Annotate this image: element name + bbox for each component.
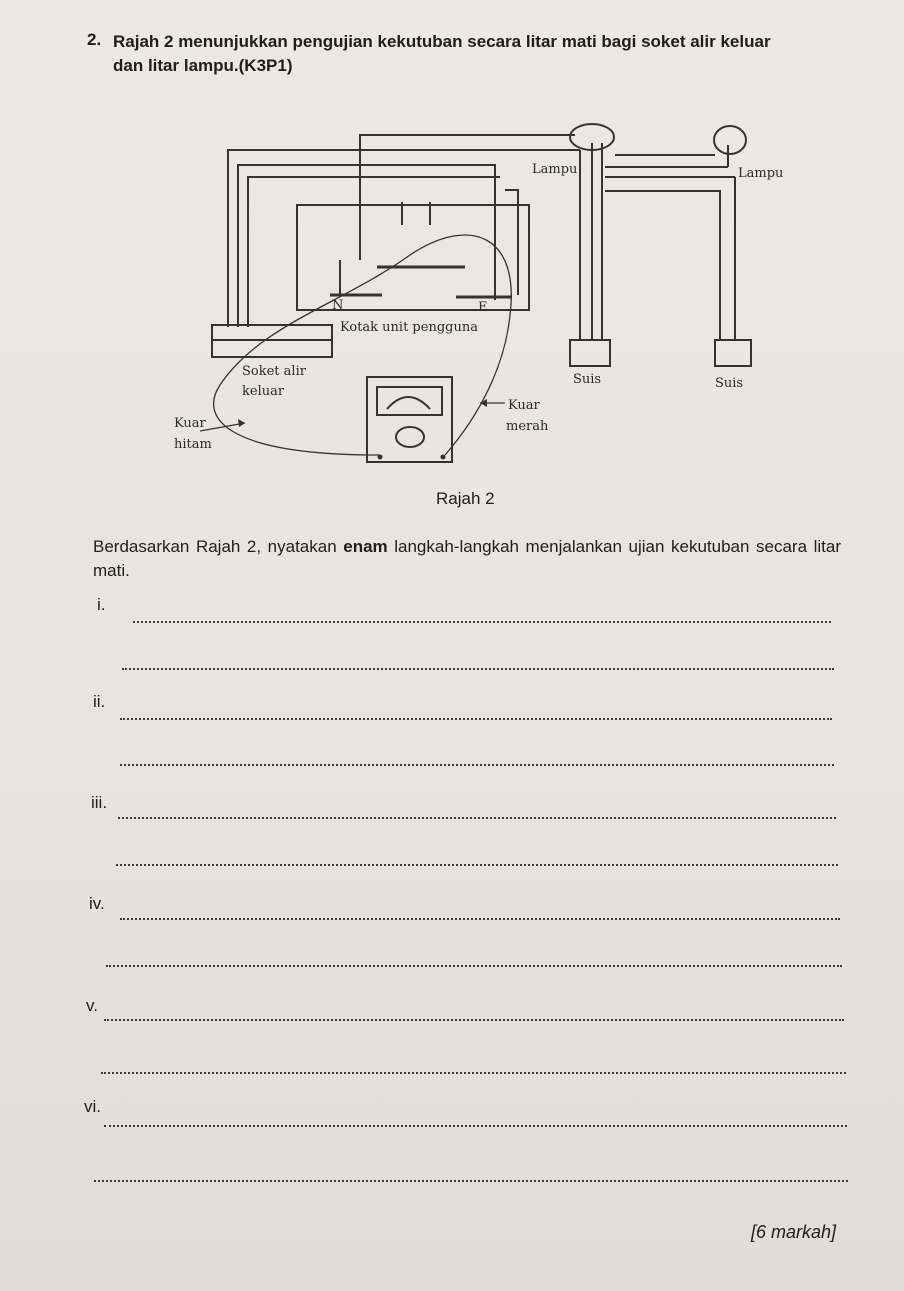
answer-item-2 — [0, 692, 904, 782]
answer-item-5 — [0, 996, 904, 1086]
meter-needle-arc — [387, 397, 430, 409]
arrow-head — [238, 419, 245, 427]
answer-number: v. — [86, 996, 98, 1015]
label-suis-right: Suis — [715, 376, 744, 391]
label-lampu-right: Lampu — [738, 166, 784, 181]
answer-item-4 — [0, 894, 904, 984]
switch-left — [570, 340, 610, 366]
label-kuar-hitam-2: hitam — [174, 437, 212, 452]
multimeter — [367, 377, 452, 462]
answer-item-6 — [0, 1097, 904, 1187]
label-soket-2: keluar — [242, 384, 285, 399]
switch-right — [715, 340, 751, 366]
wire — [238, 165, 495, 327]
label-kuar-merah-1: Kuar — [508, 398, 540, 413]
meter-dial — [396, 427, 424, 447]
question-text — [113, 30, 843, 78]
answer-line[interactable] — [120, 718, 832, 720]
answer-line[interactable] — [120, 764, 834, 766]
answer-line[interactable] — [104, 1125, 847, 1127]
circuit-diagram — [160, 115, 820, 475]
wire — [248, 177, 500, 327]
answer-number: iv. — [89, 894, 105, 913]
meter-display — [377, 387, 442, 415]
label-e: E — [478, 300, 488, 315]
instruction-part: Berdasarkan Rajah 2, nyatakan — [93, 537, 344, 556]
answer-line[interactable] — [118, 817, 836, 819]
instruction-text — [93, 535, 841, 583]
label-n: N — [332, 298, 344, 313]
answer-number: ii. — [93, 692, 106, 711]
answer-number: vi. — [84, 1097, 101, 1116]
answer-number: iii. — [91, 793, 108, 812]
lamp-right — [714, 126, 746, 154]
instruction-part: langkah-langkah menjalankan ujian kekutuban secara litar mati. — [93, 537, 841, 580]
answer-line[interactable] — [122, 668, 834, 670]
answer-item-1 — [0, 595, 904, 685]
answer-line[interactable] — [133, 621, 831, 623]
meter-terminal — [441, 455, 446, 460]
figure-caption: Rajah 2 — [436, 489, 495, 508]
answer-item-3 — [0, 793, 904, 883]
answer-number: i. — [97, 595, 106, 614]
question-number: 2. — [87, 30, 102, 49]
label-kuar-hitam-1: Kuar — [174, 416, 206, 431]
question-line-2: dan litar lampu.(K3P1) — [113, 56, 293, 75]
answer-line[interactable] — [120, 918, 840, 920]
answer-line[interactable] — [116, 864, 838, 866]
meter-terminal — [378, 455, 383, 460]
label-kuar-merah-2: merah — [506, 419, 549, 434]
instruction-emphasis: enam — [343, 537, 388, 556]
label-lampu-left: Lampu — [532, 162, 578, 177]
answer-line[interactable] — [94, 1180, 848, 1182]
label-kotak-unit: Kotak unit pengguna — [340, 320, 478, 335]
answer-line[interactable] — [104, 1019, 844, 1021]
label-soket-1: Soket alir — [242, 364, 306, 379]
answer-line[interactable] — [101, 1072, 846, 1074]
label-suis-left: Suis — [573, 372, 602, 387]
marks-label: [6 markah] — [751, 1222, 837, 1242]
question-line-1: Rajah 2 menunjukkan pengujian kekutuban secara litar mati bagi soket alir keluar — [113, 32, 771, 51]
answer-line[interactable] — [106, 965, 842, 967]
test-lead — [214, 235, 512, 455]
wire — [360, 135, 578, 260]
wire — [605, 191, 720, 340]
circuit-diagram-svg — [160, 115, 820, 475]
